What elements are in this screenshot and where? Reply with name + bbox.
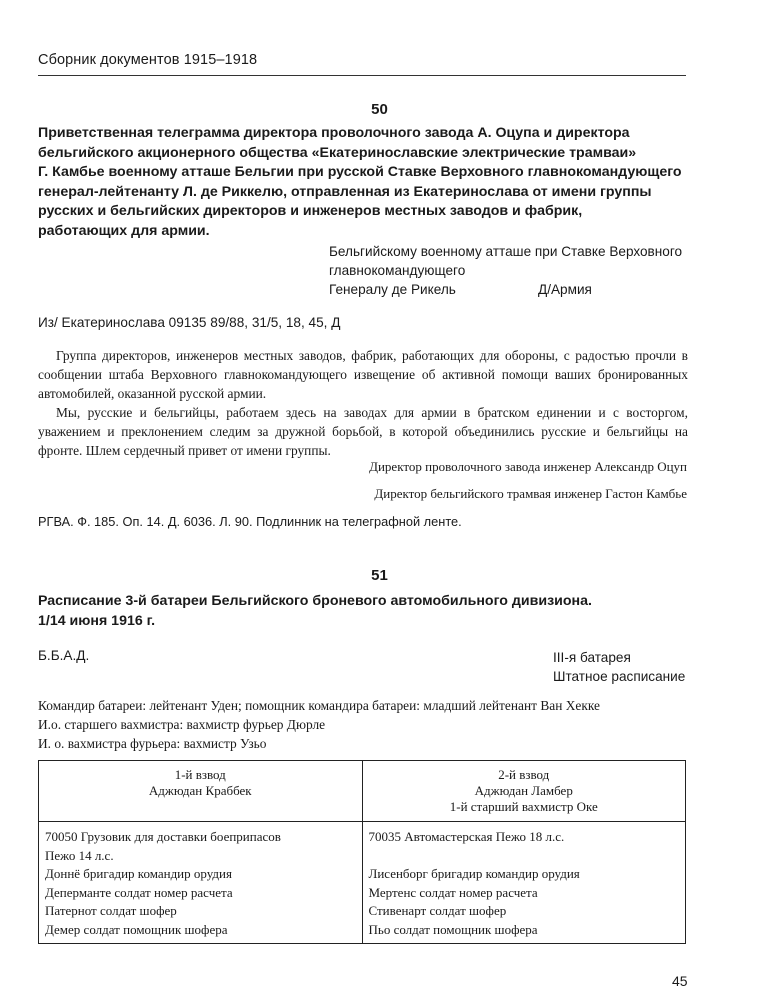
table-header-row [39,761,686,822]
telegram-body [38,346,688,460]
staff-line: И.о. старшего вахмистра: вахмистр фурьер Дюрле [38,717,326,732]
platoon-1-header [39,761,363,822]
roster-line: Доннё бригадир командир орудия [45,866,232,881]
roster-line: Патернот солдат шофер [45,903,177,918]
archive-source: РГВА. Ф. 185. Оп. 14. Д. 6036. Л. 90. Подлинник на телеграфной ленте. [38,514,462,529]
addressee-line: главнокомандующего [329,263,466,278]
title-line: Расписание 3-й батареи Бельгийского броневого автомобильного дивизиона. [38,593,592,609]
title-line: бельгийского акционерного общества «Екатеринославские электрические трамваи» [38,144,637,161]
page-number: 45 [672,973,688,989]
title-line: генерал-лейтенанту Л. де Риккелю, отправленная из Екатеринослава от имени группы [38,183,652,200]
document-number-50: 50 [371,101,388,118]
roster-line: 70050 Грузовик для доставки боеприпасов [45,829,281,844]
platoon-commander: Аджюдан Ламбер [474,783,573,798]
platoon-sergeant: 1-й старший вахмистр Оке [449,799,598,814]
body-paragraph: Группа директоров, инженеров местных заводов, фабрик, работающих для обороны, с радостью прочли в сообщении штаба Верховного главнокомандующего извещение об активной помощи ваших бронированных автомобилей, оказанной русской армии. [38,348,688,401]
document-title-50 [38,124,688,241]
staff-line: Командир батареи: лейтенант Уден; помощник командира батареи: младший лейтенант Ван Хекке [38,698,600,713]
roster-line: Пежо 14 л.с. [45,847,114,863]
staff-list [38,696,600,753]
telegram-origin-line: Из/ Екатеринослава 09135 89/88, 31/5, 18, 45, Д [38,315,341,330]
addressee-line: Бельгийскому военному атташе при Ставке Верховного [329,244,683,259]
addressee-line [329,280,689,299]
platoon-label: 2-й взвод [498,767,550,782]
roster-line: Стивенарт солдат шофер [368,903,507,918]
battery-heading [553,648,685,686]
document-number-51: 51 [371,567,388,584]
addressee-name: Генералу де Рикель [329,282,456,297]
header-divider [38,75,686,76]
platoon-1-roster [39,822,363,944]
signature-line: Директор бельгийского трамвая инженер Гастон Камбье [374,486,687,501]
unit-abbreviation: Б.Б.А.Д. [38,648,90,663]
addressee-code: Д/Армия [538,282,592,297]
addressee-block [329,242,689,299]
platoon-label: 1-й взвод [174,767,226,782]
title-line: работающих для армии. [38,222,210,239]
platoon-commander: Аджюдан Краббек [148,783,252,798]
staff-line: И. о. вахмистра фурьера: вахмистр Узьо [38,736,267,751]
battery-schedule-table [38,760,686,944]
roster-line: Деперманте солдат номер расчета [45,884,233,900]
running-header: Сборник документов 1915–1918 [38,52,258,68]
schedule-label: Штатное расписание [553,669,686,684]
roster-line: Демер солдат помощник шофера [45,921,228,937]
battery-name: III-я батарея [553,650,631,665]
body-paragraph: Мы, русские и бельгийцы, работаем здесь на заводах для армии в братском единении и с восторгом, уважением и преклонением следим за дружной борьбой, в которой объединились русские и бельгийцы на фронте. Шлем сердечный привет от имени группы. [38,405,688,458]
title-line: Приветственная телеграмма директора проволочного завода А. Оцупа и директора [38,125,630,141]
table-row [39,822,686,944]
roster-line: Лисенборг бригадир командир орудия [368,866,580,881]
signature-line: Директор проволочного завода инженер Александр Оцуп [369,459,687,474]
title-line: 1/14 июня 1916 г. [38,612,156,629]
roster-line: Мертенс солдат номер расчета [368,884,538,900]
title-line: Г. Камбье военному атташе Бельгии при русской Ставке Верховного главнокомандующего [38,164,682,180]
roster-line-empty [369,847,680,866]
roster-line: Пьо солдат помощник шофера [368,921,538,937]
document-title-51 [38,592,688,631]
roster-line: 70035 Автомастерская Пежо 18 л.с. [368,829,565,844]
platoon-2-roster [362,822,686,944]
title-line: русских и бельгийских директоров и инженеров местных заводов и фабрик, [38,203,583,219]
platoon-2-header [362,761,686,822]
